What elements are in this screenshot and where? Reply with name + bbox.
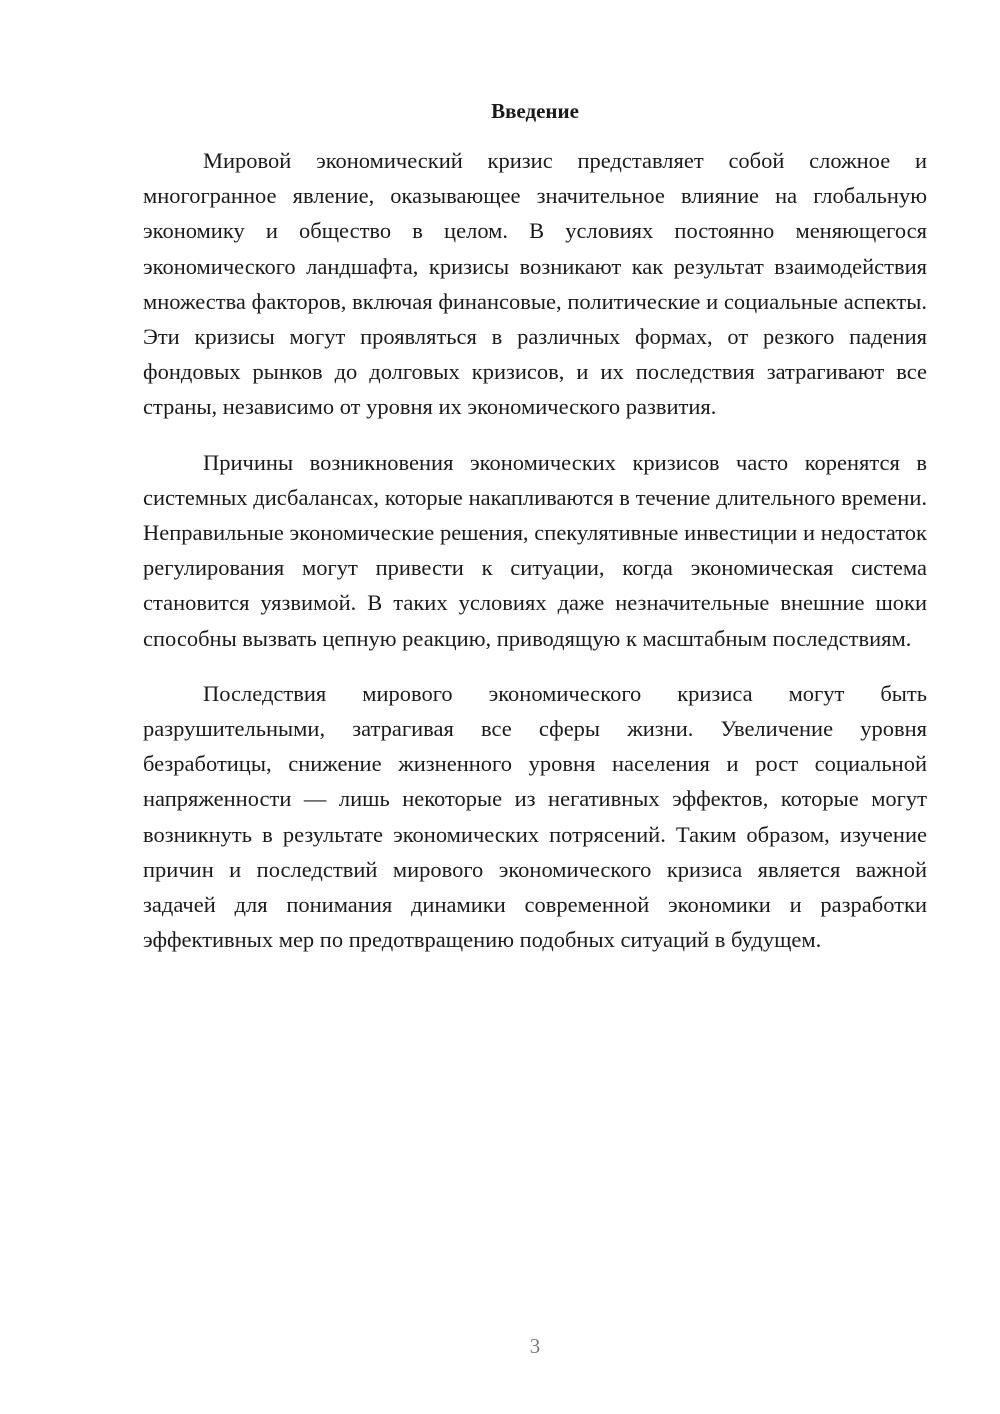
page-number: 3	[529, 1334, 541, 1358]
body-text	[143, 143, 927, 977]
section-heading: Введение	[491, 99, 579, 123]
paragraph-3: Последствия мирового экономического кризиса могут быть разрушительными, затрагивая все сферы жизни. Увеличение уровня безработицы, снижение жизненного уровня населения и рост социальной напряженности — лишь некоторые из негативных эффектов, которые могут возникнуть в результате экономических потрясений. Таким образом, изучение причин и последствий мирового экономического кризиса является важной задачей для понимания динамики современной экономики и разработки эффективных мер по предотвращению подобных ситуаций в будущем.	[143, 680, 927, 953]
paragraph-1: Мировой экономический кризис представляет собой сложное и многогранное явление, оказывающее значительное влияние на глобальную экономику и общество в целом. В условиях постоянно меняющегося экономического ландшафта, кризисы возникают как результат взаимодействия множества факторов, включая финансовые, политические и социальные аспекты. Эти кризисы могут проявляться в различных формах, от резкого падения фондовых рынков до долговых кризисов, и их последствия затрагивают все страны, независимо от уровня их экономического развития.	[143, 148, 927, 420]
paragraph-2: Причины возникновения экономических кризисов часто коренятся в системных дисбалансах, которые накапливаются в течение длительного времени. Неправильные экономические решения, спекулятивные инвестиции и недостаток регулирования могут привести к ситуации, когда экономическая система становится уязвимой. В таких условиях даже незначительные внешние шоки способны вызвать цепную реакцию, приводящую к масштабным последствиям.	[143, 449, 927, 651]
